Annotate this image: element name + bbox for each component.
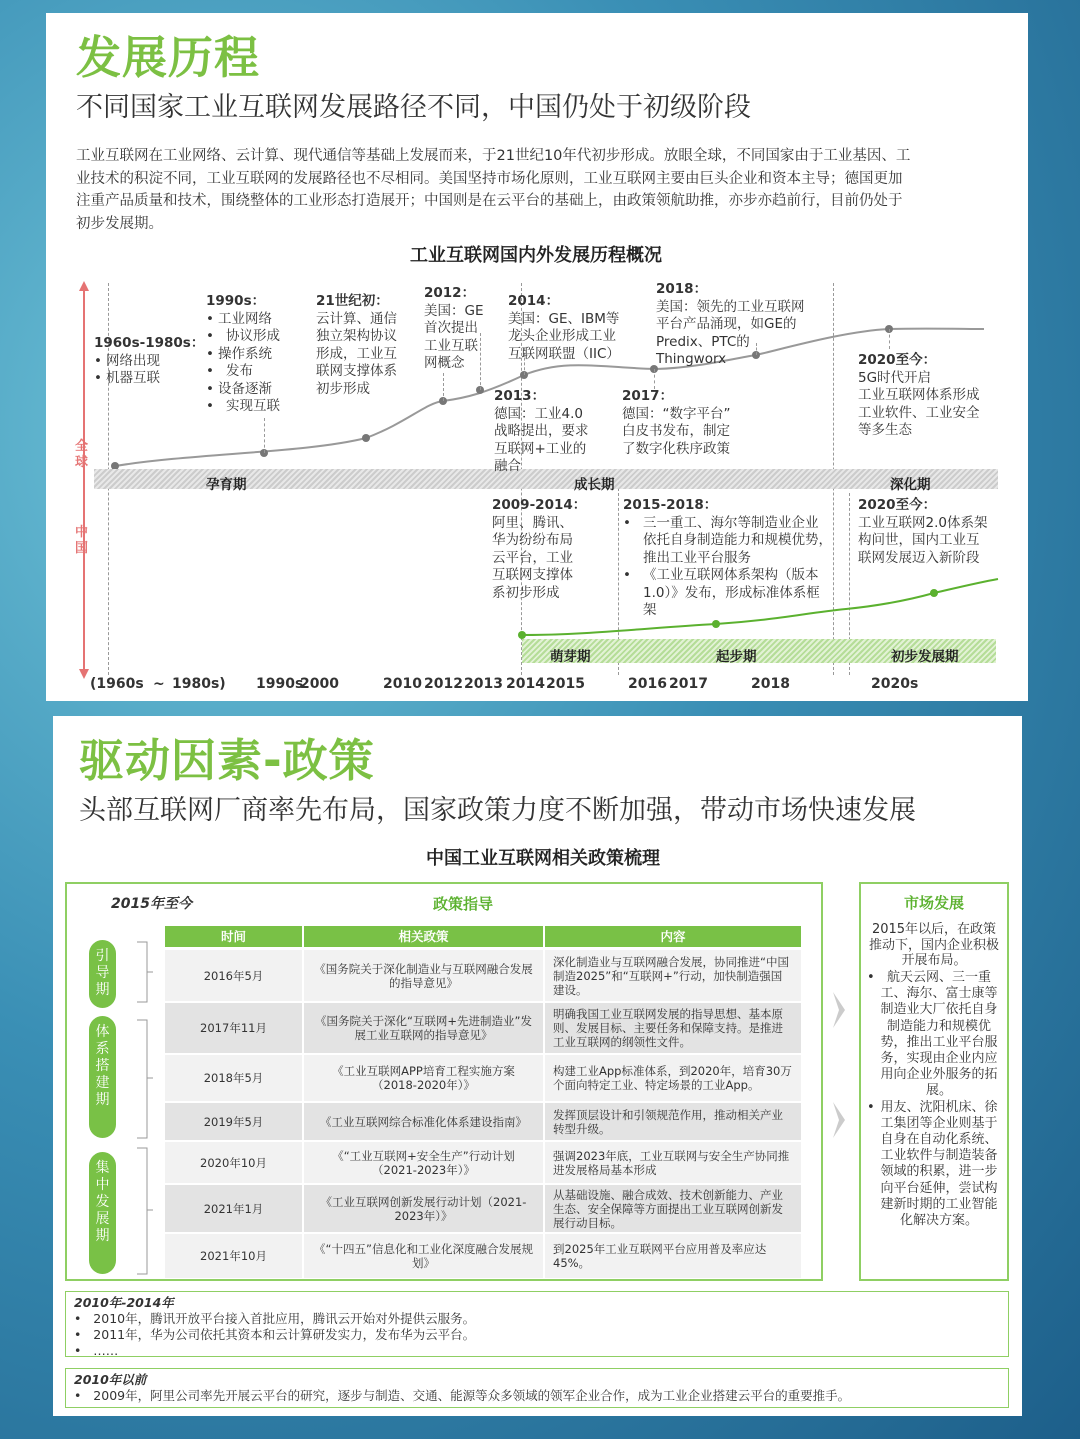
policy-content: 发挥顶层设计和引领规范作用，推动相关产业转型升级。 (545, 1103, 801, 1140)
note-before-2010: 2010年以前 • 2009年，阿里公司率先开展云平台的研究，逐步与制造、交通、能源等众多领域的领军企业合作，成为工业企业搭建云平台的重要推手。 (65, 1368, 1009, 1408)
china-2009: 2009-2014： 阿里、腾讯、 华为纷纷布局 云平台，工业 互联网支撑体 系初步形成 (492, 497, 587, 601)
history-panel (46, 13, 1028, 701)
policy-name: 《工业互联网综合标准化体系建设指南》 (304, 1103, 543, 1140)
axis-label: (1960s (90, 676, 144, 692)
axis-label: 2013 (464, 676, 503, 692)
phase-sprout: 萌芽期 (550, 649, 591, 665)
axis-label: 2016 (628, 676, 667, 692)
global-label: 全球 (75, 439, 89, 470)
market-title: 市场发展 (903, 894, 964, 912)
market-bullets: • 航天云网、三一重工、海尔、富士康等制造业大厂依托自身制造能力和规模优势，推出工业平台服务，实现由企业内应用向企业外服务的拓展。 • 用友、沈阳机床、徐工集团等企业则基于自身在自动化系统、工业软件与制造装备领域的积累，进一步向平台延伸，尝试构建新时期的工业智能化解决方案。 (867, 970, 998, 1229)
policy-time: 2021年1月 (165, 1185, 302, 1232)
milestone-2012: 2012： 美国：GE 首次提出 工业互联 网概念 (424, 285, 484, 371)
market-intro: 2015年以后，在政策推动下，国内企业积极开展布局。 (868, 922, 999, 968)
policy-time: 2019年5月 (165, 1103, 302, 1140)
milestone-2018: 2018： 美国：领先的工业互联网 平台产品涌现，如GE的 Predix、PTC的 Thingworx (656, 281, 805, 367)
policy-chart-title: 中国工业互联网相关政策梳理 (426, 848, 660, 869)
policy-content: 构建工业App标准体系，到2020年，培育30万个面向特定工业、特定场景的工业App。 (545, 1055, 801, 1101)
policy-time: 2018年5月 (165, 1055, 302, 1101)
china-2020: 2020至今： 工业互联网2.0体系架 构问世，国内工业互 联网发展迈入新阶段 (858, 497, 988, 566)
axis-label: 2015 (546, 676, 585, 692)
stage-focus: 集中发展期 (89, 1152, 116, 1274)
milestone-2000s: 21世纪初： 云计算、通信 独立架构协议 形成，工业互 联网支撑体系 初步形成 (316, 293, 397, 397)
policy-name: 《工业互联网APP培育工程实施方案（2018-2020年）》 (304, 1055, 543, 1101)
policy-content: 明确我国工业互联网发展的指导思想、基本原则、发展目标、主要任务和保障支持。是推进工业互联网的纲领性文件。 (545, 1003, 801, 1053)
phase-deepening: 深化期 (890, 477, 931, 493)
policy-time: 2020年10月 (165, 1142, 302, 1183)
policy-content: 到2025年工业互联网平台应用普及率应达45%。 (545, 1234, 801, 1278)
note-2010-2014: 2010年-2014年 • 2010年，腾讯开放平台接入首批应用，腾讯云开始对外提供云服务。 • 2011年，华为公司依托其资本和云计算研发实力，发布华为云平台。 • …… (65, 1291, 1009, 1357)
since-label: 2015年至今 (111, 896, 192, 912)
policy-content: 从基础设施、融合成效、技术创新能力、产业生态、安全保障等方面提出工业互联网创新发展行动目标。 (545, 1185, 801, 1232)
policy-name: 《工业互联网创新发展行动计划（2021-2023年）》 (304, 1185, 543, 1232)
phase-initial: 初步发展期 (891, 649, 959, 665)
intro-paragraph: 工业互联网在工业网络、云计算、现代通信等基础上发展而来，于21世纪10年代初步形成。放眼全球，不同国家由于工业基因、工 业技术的积淀不同，工业互联网的发展路径也不尽相同。美国坚持市场化原则，工业互联网主要由巨头企业和资本主导；德国更加 注重产品质量和技术，围绕整体的工业形态打造展开；中国则是在云平台的基础上，由政策领航助推，亦步亦趋前行，目前仍处于 初步发展期。 (76, 148, 911, 232)
china-2015: 2015-2018： • 三一重工、海尔等制造业企业 依托自身制造能力和规模优势， 推出工业平台服务 • 《工业互联网体系架构（版本 1.0）》发布，形成标准体系框 架 (623, 497, 832, 620)
milestone-2020-global: 2020至今： 5G时代开启 工业互联网体系形成 工业软件、工业安全 等多生态 (858, 352, 980, 438)
milestone-1990s: 1990s： • 工业网络 • 协议形成 • 操作系统 • 发布 • 设备逐渐 • 实现互联 (206, 293, 280, 416)
section-subtitle-2: 头部互联网厂商率先布局，国家政策力度不断加强，带动市场快速发展 (79, 795, 916, 826)
policy-content: 强调2023年底，工业互联网与安全生产协同推进发展格局基本形成 (545, 1142, 801, 1183)
phase-incubation: 孕育期 (206, 477, 247, 493)
policy-panel (53, 716, 1022, 1416)
policy-time: 2016年5月 (165, 950, 302, 1001)
col-content: 内容 (545, 926, 801, 947)
axis-label: 2012 (424, 676, 463, 692)
milestone-2014: 2014： 美国：GE、IBM等 龙头企业形成工业 互联网联盟（IIC） (508, 293, 620, 362)
col-time: 时间 (165, 926, 302, 947)
axis-label: 1990s (256, 676, 304, 692)
china-label: 中国 (75, 525, 89, 556)
policy-name: 《“工业互联网+安全生产”行动计划（2021-2023年）》 (304, 1142, 543, 1183)
axis-label: ~ (153, 676, 165, 692)
milestone-2013: 2013： 德国：工业4.0 战略提出，要求 互联网+工业的 融合 (494, 388, 589, 474)
axis-label: 2010 (383, 676, 422, 692)
axis-label: 2000 (300, 676, 339, 692)
milestone-1960s: 1960s-1980s： • 网络出现 • 机器互联 (94, 335, 204, 388)
col-policy: 相关政策 (304, 926, 543, 947)
axis-label: 2020s (871, 676, 919, 692)
policy-name: 《“十四五”信息化和工业化深度融合发展规划》 (304, 1234, 543, 1278)
guide-title: 政策指导 (432, 895, 493, 913)
stage-guide: 引导期 (89, 940, 116, 1008)
policy-name: 《国务院关于深化“互联网+先进制造业”发展工业互联网的指导意见》 (304, 1003, 543, 1053)
phase-start: 起步期 (716, 649, 757, 665)
section-title-2: 驱动因素-政策 (79, 734, 375, 787)
axis-label: 1980s) (172, 676, 226, 692)
policy-time: 2017年11月 (165, 1003, 302, 1053)
axis-label: 2014 (506, 676, 545, 692)
policy-time: 2021年10月 (165, 1234, 302, 1278)
phase-growth: 成长期 (574, 477, 615, 493)
axis-label: 2018 (751, 676, 790, 692)
policy-name: 《国务院关于深化制造业与互联网融合发展的指导意见》 (304, 950, 543, 1001)
section-title: 发展历程 (76, 31, 261, 84)
timeline-title: 工业互联网国内外发展历程概况 (410, 245, 662, 266)
stage-build: 体系搭建期 (89, 1016, 116, 1138)
section-subtitle: 不同国家工业互联网发展路径不同，中国仍处于初级阶段 (76, 92, 751, 123)
axis-label: 2017 (669, 676, 708, 692)
milestone-2017: 2017： 德国：“数字平台” 白皮书发布，制定 了数字化秩序政策 (622, 388, 731, 457)
policy-content: 深化制造业与互联网融合发展，协同推进“中国制造2025”和“互联网+”行动，加快制造强国建设。 (545, 950, 801, 1001)
